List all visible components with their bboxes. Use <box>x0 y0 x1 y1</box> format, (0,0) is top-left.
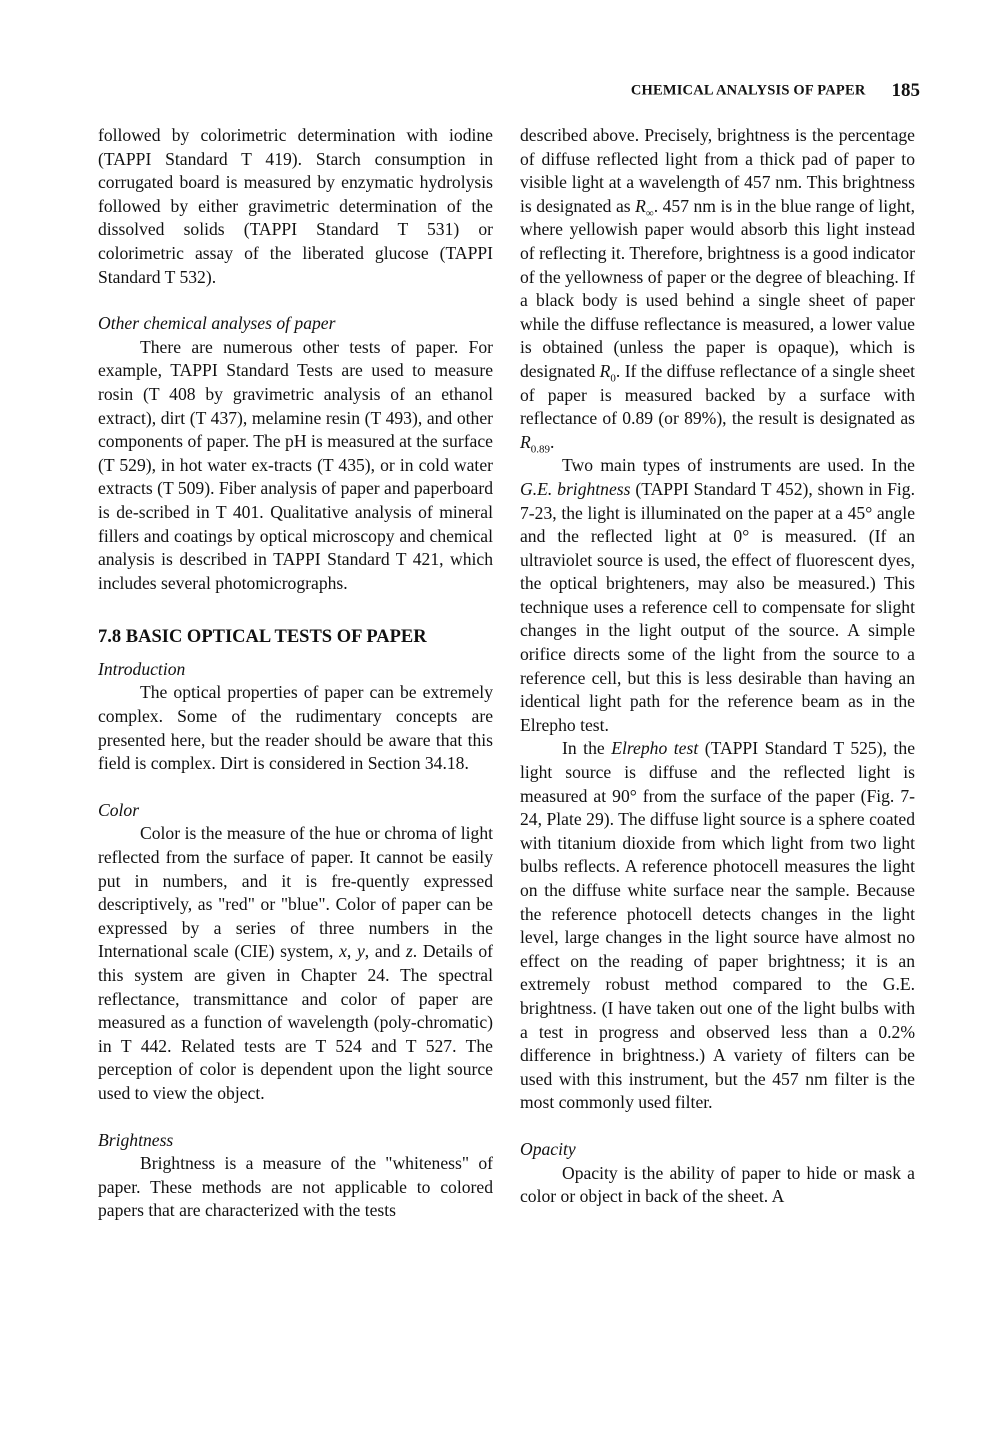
introduction-paragraph: The optical properties of paper can be extremely complex. Some of the rudimentary concepts are presented here, but the reader should be aware that this field is complex. Dirt is considered in Section 34.18. <box>98 682 493 774</box>
left-column <box>98 124 493 1223</box>
running-header <box>520 80 920 102</box>
brightness-paragraph: Brightness is a measure of the "whiteness" of paper. These methods are not applicable to colored papers that are characterized with the tests <box>98 1153 493 1221</box>
opacity-paragraph: Opacity is the ability of paper to hide or mask a color or object in back of the sheet. A <box>520 1162 915 1207</box>
starch-paragraph: followed by colorimetric determination with iodine (TAPPI Standard T 419). Starch consumption in corrugated board is measured by enzymatic hydrolysis followed by either gravimetric determination of the dissolved solids (TAPPI Standard T 531) or colorimetric assay of the liberated glucose (TAPPI Standard T 532). <box>98 125 493 287</box>
brightness-heading: Brightness <box>98 1129 174 1150</box>
introduction-heading: Introduction <box>98 658 186 679</box>
color-paragraph: Color is the measure of the hue or chroma of light reflected from the surface of paper. It cannot be easily put in numbers, and it is fre-quently expressed descriptively, as "red" or "blue". Color of paper can be expressed by a series of three numbers in the International scale (CIE) system, x, y, and z. Details of this system are given in Chapter 24. The spectral reflectance, transmittance and color of paper are measured as a function of wavelength (poly-chromatic) in T 442. Related tests are T 524 and T 527. The perception of color is dependent upon the light source used to view the object. <box>98 823 493 1103</box>
section-heading: 7.8 BASIC OPTICAL TESTS OF PAPER <box>98 627 427 648</box>
brightness-continued-paragraph: described above. Precisely, brightness is the percentage of diffuse reflected light from a thick pad of paper to visible light at a wavelength of 457 nm. This brightness is designated as $R_\infty$. 457 nm is in the blue range of light, where yellowish paper would absorb this light instead of reflecting it. Therefore, brightness is a good indicator of the yellowness of paper or the degree of bleaching. If a black body is used behind a single sheet of paper while the diffuse reflectance is measured, a lower value is obtained (unless the paper is opaque), which is designated $R_0$. If the diffuse reflectance of a single sheet of paper is measured backed by a surface with reflectance of 0.89 (or 89%), the result is designated as $R_{0.89}$. <box>520 125 916 456</box>
right-column <box>520 124 915 1209</box>
other-analyses-heading: Other chemical analyses of paper <box>98 313 336 334</box>
other-analyses-paragraph: There are numerous other tests of paper. For example, TAPPI Standard Tests are used to measure rosin (T 408 by gravimetric analysis of an ethanol extract), dirt (T 437), melamine resin (T 493), and other components of paper. The pH is measured at the surface (T 529), in hot water ex-tracts (T 435), or in cold water extracts (T 509). Fiber analysis of paper and paperboard is de-scribed in T 401. Qualitative analysis of mineral fillers and coatings by optical microscopy and chemical analysis is described in TAPPI Standard T 421, which includes several photomicrographs. <box>98 336 493 593</box>
elrepho-paragraph: In the Elrepho test (TAPPI Standard T 525), the light source is diffuse and the reflected light is measured at 90° from the surface of the paper (Fig. 7-24, Plate 29). The diffuse light source is a sphere coated with titanium dioxide from which light from two light bulbs reflects. A reference photocell measures the light on the diffuse white surface near the sample. Because the reference photocell detects changes in the light level, large changes in the light source have almost no effect on the reading of paper brightness; it is an extremely robust method compared to the G.E. brightness. (I have taken out one of the light bulbs with a test in progress and observed less than a 0.2% difference in brightness.) A variety of filters can be used with this instrument, but the 457 nm filter is the most commonly used filter. <box>520 738 915 1113</box>
page-number: 185 <box>891 80 920 101</box>
opacity-heading: Opacity <box>520 1138 576 1159</box>
instruments-paragraph: Two main types of instruments are used. In the G.E. brightness (TAPPI Standard T 452), shown in Fig. 7-23, the light is illuminated on the paper at a 45° angle and the reflected light at 0° is measured. (If an ultraviolet source is used, the effect of fluorescent dyes, the optical brighteners, may also be measured.) This technique uses a reference cell to compensate for slight changes in the light output of the source. A simple orifice directs some of the light from the source to a reference cell, but this is less desirable than having an identical light path for the reference beam as in the Elrepho test. <box>520 455 915 735</box>
color-heading: Color <box>98 799 140 820</box>
running-header-title: CHEMICAL ANALYSIS OF PAPER <box>630 82 866 99</box>
